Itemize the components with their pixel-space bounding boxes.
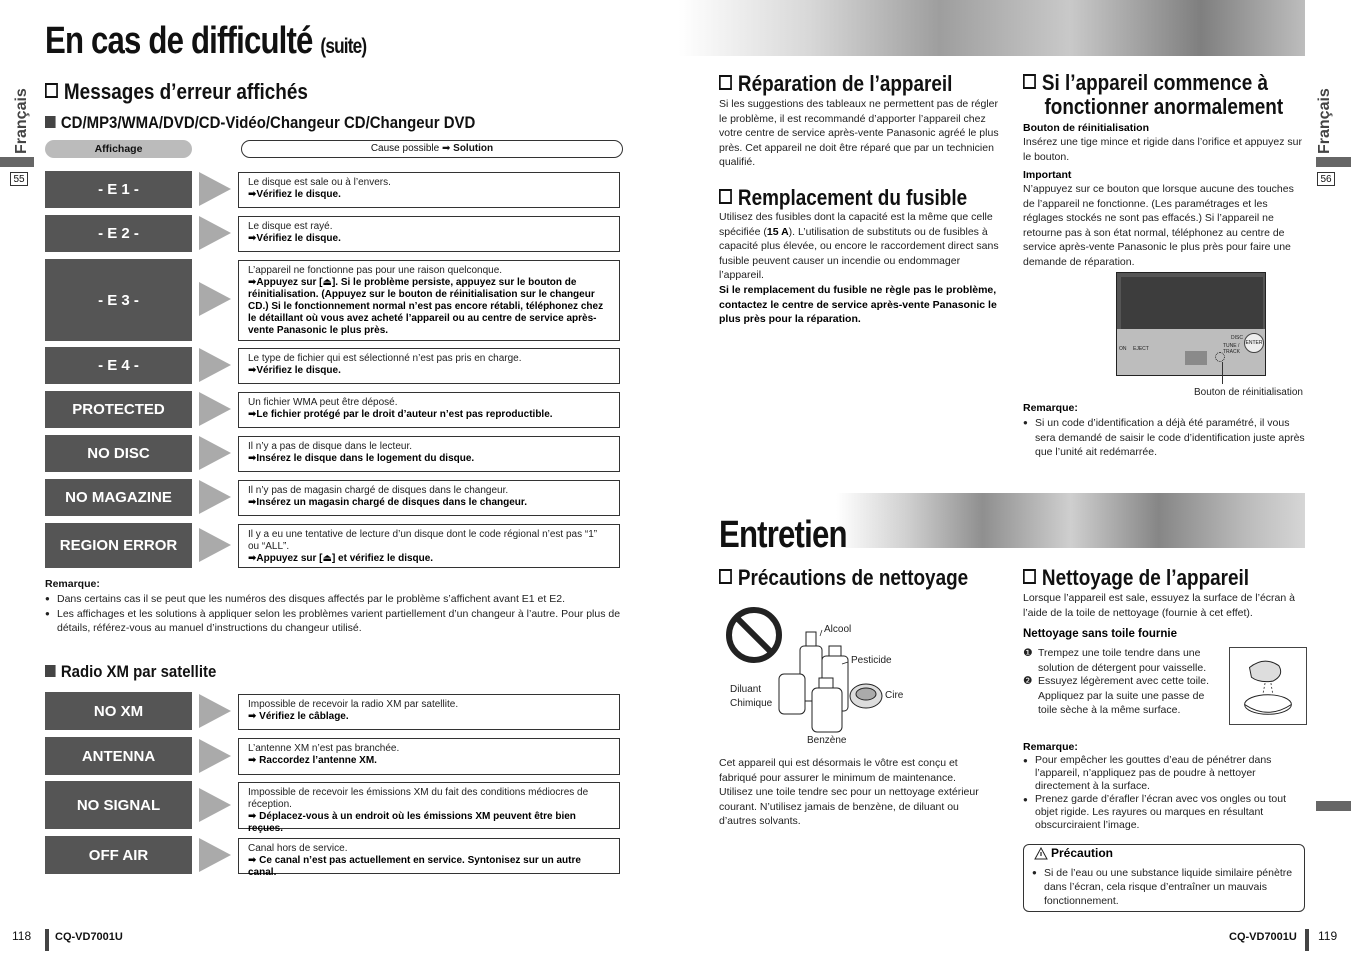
error-code: OFF AIR — [45, 836, 192, 874]
language-tab-bar-right — [1316, 157, 1351, 167]
cause-text: Un fichier WMA peut être déposé. — [248, 397, 398, 408]
cause-text: Impossible de recevoir la radio XM par satellite. — [248, 699, 459, 710]
tab-page-number-right: 56 — [1317, 172, 1335, 186]
solution-text: ➡Insérez un magasin chargé de disques dans le changeur. — [248, 497, 528, 508]
arrow-icon — [199, 436, 231, 470]
remark-item: ● Les affichages et les solutions à appliquer selon les problèmes varient partiellement d’un changeur à l’autre. Pour plus de détails, référez-vous au manuel d’instructions du changeur utilisé. — [45, 607, 635, 636]
tab-page-number-left: 55 — [10, 172, 28, 186]
arrow-icon — [199, 172, 231, 206]
cause-text: Il n’y pas de magasin chargé de disques dans le changeur. — [248, 485, 509, 496]
important-label: Important — [1023, 169, 1072, 181]
solution-text: ➡ Ce canal n’est pas actuellement en service. Syntonisez sur un autre canal. — [248, 855, 581, 878]
error-code: - E 4 - — [45, 347, 192, 384]
remark-item: ● Prenez garde d’érafler l’écran avec vos ongles ou tout objet rigide. Les rayures ou marques en résultant obscurciraient l’image. — [1023, 793, 1305, 832]
label-pesticide: Pesticide — [851, 655, 892, 666]
label-diluant: Diluant — [730, 684, 762, 695]
cause-solution-box — [238, 694, 620, 730]
section-title-abnormal: Si l’appareil commence à fonctionner anormalement — [1023, 71, 1283, 119]
error-code: - E 2 - — [45, 215, 192, 252]
cleaning-text: Lorsque l’appareil est sale, essuyez la surface de l’écran à l’aide de la toile de nettoyage (fournie à cet effet). — [1023, 592, 1295, 619]
arrow-icon — [199, 788, 231, 822]
fuse-text: Utilisez des fusibles dont la capacité est la même que celle spécifiée (15 A). L’utilisation de substituts ou de fusibles à capacité plus élevée, ou encore le raccordement direct sans fusible peuvent causer un incendie ou endommager l’appareil. — [719, 211, 999, 281]
remark-item: ● Pour empêcher les gouttes d’eau de pénétrer dans l’appareil, n’appliquez pas de poudre à nettoyer directement à la surface. — [1023, 754, 1305, 793]
warning-icon — [1034, 847, 1048, 860]
cause-text: Canal hors de service. — [248, 843, 348, 854]
cleaning-illustration — [1229, 647, 1307, 725]
remark-label: Remarque: — [1023, 402, 1078, 414]
arrow-icon — [199, 739, 231, 773]
error-code: - E 1 - — [45, 171, 192, 208]
solution-text: ➡ Vérifiez le câblage. — [248, 711, 349, 722]
solution-text: ➡Le fichier protégé par le droit d’auteur n’est pas reproductible. — [248, 409, 553, 420]
cause-solution-box — [238, 348, 620, 384]
eject-button-label: EJECT — [1133, 346, 1149, 352]
step-1 — [1023, 646, 1213, 675]
step-2 — [1023, 674, 1213, 718]
arrow-icon — [199, 694, 231, 728]
label-alcool: Alcool — [824, 624, 852, 635]
remark-list — [1023, 416, 1305, 460]
maintenance-title: Entretien — [719, 514, 847, 556]
section-title-repair: Réparation de l’appareil — [719, 71, 952, 97]
reset-hole — [1215, 352, 1225, 362]
caution-list — [1032, 866, 1300, 908]
label-chimique: Chimique — [730, 698, 773, 709]
arrow-icon — [199, 348, 231, 382]
solution-text: ➡Vérifiez le disque. — [248, 365, 341, 376]
device-illustration — [1116, 272, 1266, 376]
model-number-left: CQ-VD7001U — [55, 931, 123, 943]
cause-solution-box — [238, 782, 620, 834]
cause-solution-box — [238, 838, 620, 878]
arrow-icon — [199, 216, 231, 250]
solution-text: ➡Appuyez sur [⏏]. Si le problème persiste, appuyez sur le bouton de réinitialisation. (Appuyez sur le bouton de réinitialisation sur le changeur CD.) Si le fonctionnement normal n’est pas encore rétabli, téléphonez chez le détaillant où vous avez acheté l’appareil ou au centre de service après-vente Panasonic le plus près. — [248, 277, 604, 336]
footer-bar-right — [1305, 929, 1309, 951]
error-code: NO XM — [45, 692, 192, 730]
page-title: En cas de difficulté (suite) — [45, 20, 367, 62]
cause-solution-box — [238, 524, 620, 568]
checkbox-icon — [719, 75, 732, 90]
section-title-precautions: Précautions de nettoyage — [719, 565, 968, 591]
reset-pointer-line — [1222, 362, 1223, 384]
side-marker-right — [1316, 801, 1351, 811]
checkbox-icon — [1023, 74, 1036, 89]
footer-bar-left — [45, 929, 49, 951]
remark-item: ● Dans certains cas il se peut que les numéros des disques affectés par le problème s’affichent avant E1 et E2. — [45, 592, 635, 607]
section-title-fuse: Remplacement du fusible — [719, 185, 967, 211]
cause-text: Le disque est sale ou à l’envers. — [248, 177, 391, 188]
model-number-right: CQ-VD7001U — [1229, 931, 1297, 943]
cause-text: L’antenne XM n’est pas branchée. — [248, 743, 400, 754]
step-2-number: ❷ — [1023, 675, 1033, 687]
error-code: PROTECTED — [45, 391, 192, 428]
table-header-display: Affichage — [45, 140, 192, 158]
cause-text: Il n’y a pas de disque dans le lecteur. — [248, 441, 412, 452]
error-code: ANTENNA — [45, 737, 192, 775]
checkbox-icon — [1023, 569, 1036, 584]
error-code: REGION ERROR — [45, 523, 192, 568]
cause-solution-box — [238, 216, 620, 252]
checkbox-icon — [719, 189, 732, 204]
cause-solution-box — [238, 738, 620, 775]
error-code: NO SIGNAL — [45, 781, 192, 829]
reset-label: Bouton de réinitialisation — [1023, 122, 1150, 134]
step-1-number: ❶ — [1023, 647, 1033, 659]
step-1-text: Trempez une toile tendre dans une solution de détergent pour vaisselle. — [1038, 647, 1207, 674]
caution-title: Précaution — [1051, 846, 1114, 860]
cause-text: Impossible de recevoir les émissions XM du fait des conditions médiocres de réception. — [248, 787, 589, 810]
important-text: N’appuyez sur ce bouton que lorsque aucune des touches de l’appareil ne fonctionne. (Les paramétrages et les réglages stockés ne sont pas effacés.) Si l’appareil ne retourne pas à son état normal, téléphonez au centre de service après-vente Panasonic le plus près pour faire une demande de réparation. — [1023, 183, 1294, 268]
language-tab-bar-left — [0, 157, 34, 167]
cause-text: Le type de fichier qui est sélectionné n’est pas pris en charge. — [248, 353, 522, 364]
cause-solution-box — [238, 436, 620, 472]
solution-text: ➡ Déplacez-vous à un endroit où les émissions XM peuvent être bien reçues. — [248, 811, 576, 834]
language-tab-right: Français — [1316, 88, 1333, 154]
error-code: - E 3 - — [45, 259, 192, 341]
section-title-cleaning: Nettoyage de l’appareil — [1023, 565, 1249, 591]
fuse-bold-text: Si le remplacement du fusible ne règle pas le problème, contactez le centre de service après-vente Panasonic le plus près pour la réparation. — [719, 284, 997, 325]
solution-text: ➡Appuyez sur [⏏] et vérifiez le disque. — [248, 553, 434, 564]
cause-solution-box — [238, 172, 620, 208]
label-cire: Cire — [885, 690, 904, 701]
cause-solution-box — [238, 392, 620, 428]
step-2-text: Essuyez légèrement avec cette toile. Appliquez par la suite une passe de toile sèche à la même surface. — [1038, 675, 1210, 716]
cause-text: Le disque est rayé. — [248, 221, 333, 232]
language-tab-left: Français — [13, 88, 30, 154]
cause-text: L’appareil ne fonctionne pas pour une raison quelconque. — [248, 265, 503, 276]
section-title-errors: Messages d’erreur affichés — [45, 79, 308, 105]
subsection-title-cd: CD/MP3/WMA/DVD/CD-Vidéo/Changeur CD/Changeur DVD — [45, 113, 475, 133]
table-header-cause: Cause possible ➡ Solution — [241, 140, 623, 158]
cause-text: Il y a eu une tentative de lecture d’un disque dont le code régional n’est pas “1” ou “ALL”. — [248, 529, 598, 552]
reset-caption: Bouton de réinitialisation — [1194, 387, 1303, 398]
checkbox-icon — [719, 569, 732, 584]
square-bullet-icon — [45, 665, 56, 677]
arrow-icon — [199, 528, 231, 562]
on-label: ON — [1119, 346, 1127, 352]
arrow-icon — [199, 838, 231, 872]
subsection-title-xm: Radio XM par satellite — [45, 662, 216, 682]
arrow-icon — [199, 392, 231, 426]
checkbox-icon — [45, 83, 58, 98]
error-code: NO DISC — [45, 435, 192, 472]
enter-knob: ENTER — [1244, 333, 1264, 353]
remark-label: Remarque: — [45, 578, 100, 590]
no-cloth-label: Nettoyage sans toile fournie — [1023, 628, 1178, 640]
page-number-right: 119 — [1318, 929, 1338, 943]
reset-text: Insérez une tige mince et rigide dans l’orifice et appuyez sur le bouton. — [1023, 136, 1302, 163]
arrow-right-icon: ➡ — [441, 143, 451, 154]
cause-solution-box — [238, 260, 620, 341]
error-code: NO MAGAZINE — [45, 479, 192, 516]
tune-track-label: TUNE / TRACK — [1223, 343, 1240, 355]
solution-text: ➡Insérez le disque dans le logement du disque. — [248, 453, 475, 464]
caution-text: ● Si de l’eau ou une substance liquide similaire pénètre dans l’écran, cela risque d’entraîner un mauvais fonctionnement. — [1032, 866, 1300, 908]
cause-solution-box — [238, 480, 620, 516]
remark-list — [45, 592, 635, 636]
remark2-label: Remarque: — [1023, 741, 1078, 753]
remark2-list — [1023, 754, 1305, 832]
solvents-illustration — [724, 606, 914, 751]
remark-item: ● Si un code d’identification a déjà été paramétré, il vous sera demandé de saisir le code d’identification juste après que l’unité ait redémarrée. — [1023, 416, 1305, 460]
precautions-text: Cet appareil qui est désormais le vôtre est conçu et fabriqué pour assurer le minimum de maintenance. Utilisez une toile tendre sec pour un nettoyage extérieur courant. N’utilisez jamais de benzène, de diluant ou d’autres solvants. — [719, 757, 979, 827]
solution-text: ➡ Raccordez l’antenne XM. — [248, 755, 377, 766]
page-number-left: 118 — [12, 929, 32, 943]
disc-label: DISC — [1231, 335, 1243, 341]
arrow-icon — [199, 282, 231, 316]
solution-text: ➡Vérifiez le disque. — [248, 189, 341, 200]
square-bullet-icon — [45, 116, 56, 128]
page-title-suffix: (suite) — [320, 35, 367, 58]
solution-text: ➡Vérifiez le disque. — [248, 233, 341, 244]
repair-text: Si les suggestions des tableaux ne permettent pas de régler le problème, il est recommandé d’apporter l’appareil chez votre centre de service après-vente Panasonic agréé le plus près. Cet appareil ne doit être réparé que par un technicien qualifié. — [719, 98, 999, 168]
arrow-icon — [199, 480, 231, 514]
label-benzene: Benzène — [807, 735, 847, 746]
